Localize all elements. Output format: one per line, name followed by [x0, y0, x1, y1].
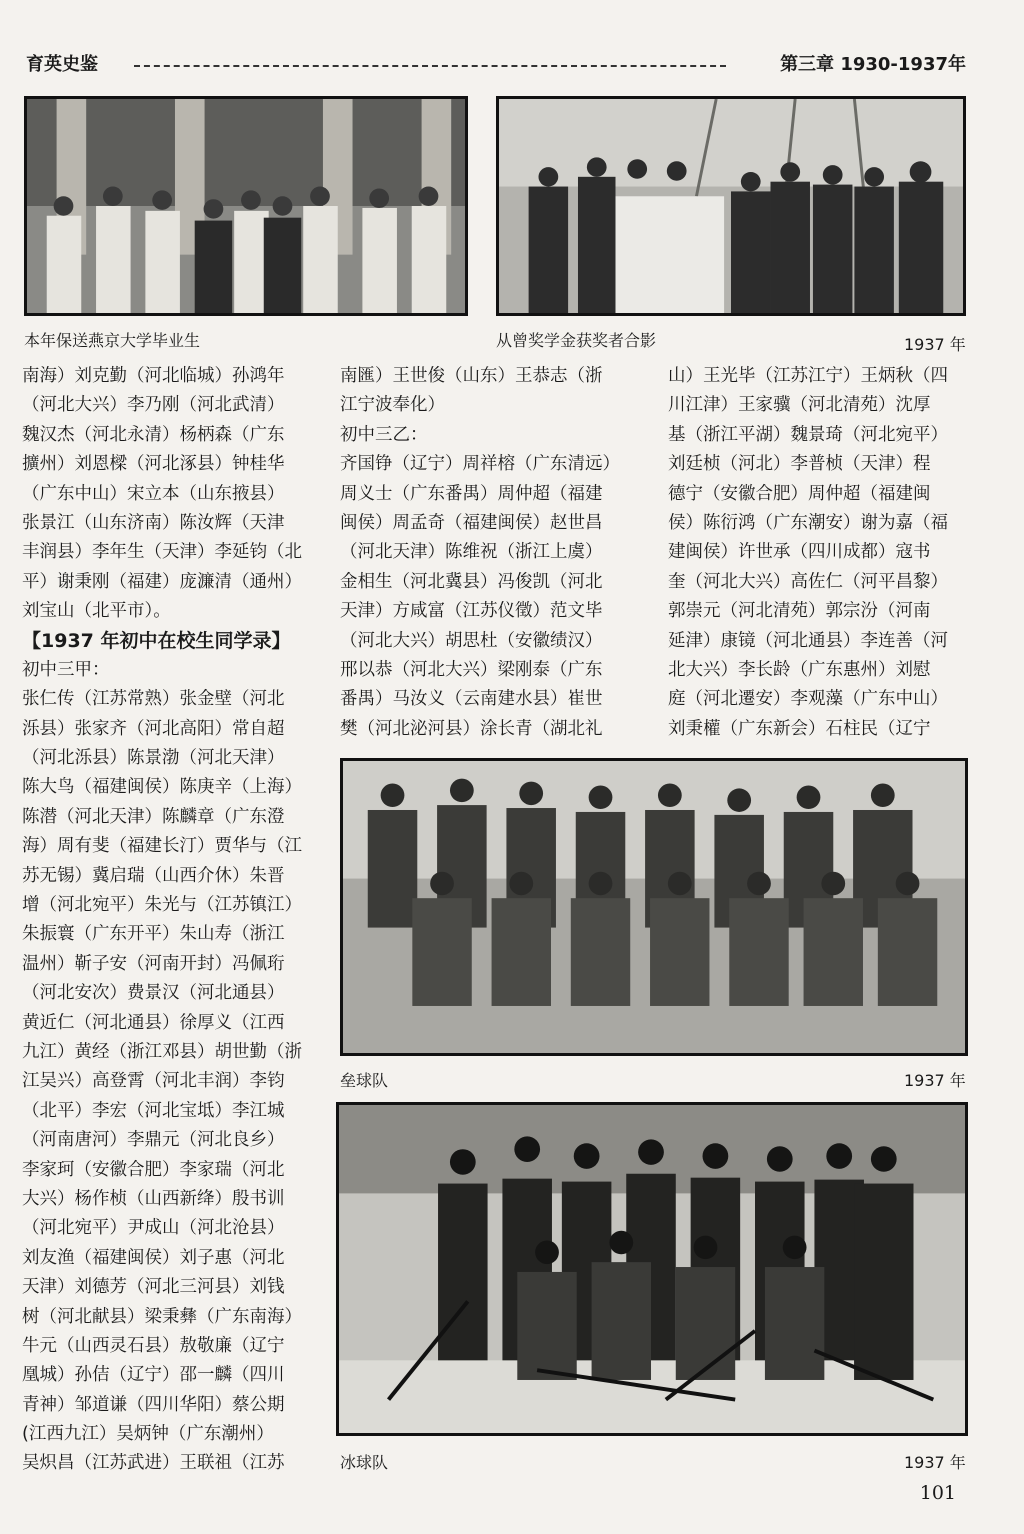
- section-heading: 【1937 年初中在校生同学录】: [22, 629, 291, 652]
- photo-ice-hockey-team: [336, 1102, 968, 1436]
- text-line: （河北宛平）尹成山（河北沧县）: [22, 1218, 285, 1239]
- chapter-title: 第三章 1930-1937年: [780, 54, 966, 75]
- text-line: 延津）康镜（河北通县）李连善（河: [668, 630, 948, 651]
- text-line: （北平）李宏（河北宝坻）李江城: [22, 1100, 285, 1121]
- photo-scholarship-winners: [496, 96, 966, 316]
- photo-yenching-graduates: [24, 96, 468, 316]
- text-column-3: [668, 362, 968, 744]
- text-line: 朱振寰（广东开平）朱山寿（浙江: [22, 924, 285, 945]
- text-line: （河北安次）费景汉（河北通县）: [22, 983, 285, 1004]
- text-line: 泺县）张家齐（河北高阳）常自超: [22, 718, 285, 739]
- text-line: 陈潜（河北天津）陈麟章（广东澄: [22, 806, 285, 827]
- caption-softball-team: 垒球队: [340, 1071, 389, 1090]
- text-line: 建闽侯）许世承（四川成都）寇书: [668, 542, 931, 563]
- text-line: 黄近仁（河北通县）徐厚义（江西: [22, 1012, 285, 1033]
- text-line: 齐国铮（辽宁）周祥榕（广东清远）: [340, 454, 620, 475]
- text-line: 江吴兴）高登霄（河北丰润）李钧: [22, 1071, 285, 1092]
- text-line: 江宁波奉化）: [340, 395, 445, 416]
- text-line: （河北大兴）李乃刚（河北武清）: [22, 395, 285, 416]
- text-line: (江西九江）吴炳钟（广东潮州）: [22, 1424, 274, 1445]
- col1-top-block: [22, 362, 322, 627]
- text-line: 德宁（安徽合肥）周仲超（福建闽: [668, 483, 931, 504]
- text-line: （广东中山）宋立本（山东掖县）: [22, 483, 285, 504]
- text-line: 郭崇元（河北清苑）郭宗汾（河南: [668, 601, 931, 622]
- text-line: 刘廷桢（河北）李普桢（天津）程: [668, 454, 931, 475]
- caption-year: 1937 年: [904, 335, 966, 354]
- text-line: 大兴）杨作桢（山西新绛）殷书训: [22, 1188, 285, 1209]
- text-line: 奎（河北大兴）高佐仁（河平昌黎）: [668, 571, 948, 592]
- running-header: [26, 46, 966, 80]
- text-line: 庭（河北遷安）李观藻（广东中山）: [668, 689, 948, 710]
- text-line: 牛元（山西灵石县）敖敬廉（辽宁: [22, 1335, 285, 1356]
- book-title: 育英史鉴: [26, 54, 98, 75]
- caption-scholarship-winners: 从曾奖学金获奖者合影: [496, 331, 657, 350]
- text-line: 吴炽昌（江苏武进）王联祖（江苏: [22, 1453, 285, 1474]
- text-column-2: [340, 362, 640, 744]
- text-line: 张景江（山东济南）陈汝辉（天津: [22, 512, 285, 533]
- caption-ice-hockey-team: 冰球队: [340, 1453, 389, 1472]
- text-line: 天津）刘德芳（河北三河县）刘钱: [22, 1277, 285, 1298]
- text-line: 邢以恭（河北大兴）梁刚泰（广东: [340, 659, 603, 680]
- text-line: 基（浙江平湖）魏景琦（河北宛平）: [668, 424, 948, 445]
- text-line: 川江津）王家骥（河北清苑）沈厚: [668, 395, 931, 416]
- text-line: 青神）邹道谦（四川华阳）蔡公期: [22, 1394, 285, 1415]
- text-line: 刘秉權（广东新会）石柱民（辽宁: [668, 718, 931, 739]
- text-line: 樊（河北泌河县）涂长青（湖北礼: [340, 718, 603, 739]
- caption-ice-hockey-year: 1937 年: [904, 1453, 966, 1472]
- text-line: （河南唐河）李鼎元（河北良乡）: [22, 1130, 285, 1151]
- text-line: 南匯）王世俊（山东）王恭志（浙: [340, 366, 603, 386]
- header-dashed-rule: [134, 65, 726, 67]
- photo-softball-team: [340, 758, 968, 1056]
- text-line: 侯）陈衍鸿（广东潮安）谢为嘉（福: [668, 512, 948, 533]
- text-line: 张仁传（江苏常熟）张金壁（河北: [22, 689, 285, 710]
- text-line: 山）王光毕（江苏江宁）王炳秋（四: [668, 366, 948, 386]
- text-line: 增（河北宛平）朱光与（江苏镇江）: [22, 895, 302, 916]
- text-line: 番禺）马汝义（云南建水县）崔世: [340, 689, 603, 710]
- text-line: 周义士（广东番禺）周仲超（福建: [340, 483, 603, 504]
- text-line: 魏汉杰（河北永清）杨柄森（广东: [22, 424, 285, 445]
- text-line: 海）周有斐（福建长汀）贾华与（江: [22, 836, 302, 857]
- caption-yenching-graduates: 本年保送燕京大学毕业生: [24, 331, 201, 350]
- col1-bottom-block: [22, 656, 322, 1479]
- text-line: 平）谢秉刚（福建）庞濂清（通州）: [22, 571, 302, 592]
- text-line: 初中三甲：: [22, 659, 110, 680]
- text-line: 刘宝山（北平市）。: [22, 601, 171, 622]
- text-line: 刘友渔（福建闽侯）刘子惠（河北: [22, 1247, 285, 1268]
- text-line: 北大兴）李长龄（广东惠州）刘慰: [668, 659, 931, 680]
- text-line: 树（河北献县）梁秉彝（广东南海）: [22, 1306, 302, 1327]
- text-line: 天津）方咸富（江苏仪徵）范文毕: [340, 601, 603, 622]
- text-line: （河北天津）陈维祝（浙江上虞）: [340, 542, 603, 563]
- text-column-1: [22, 362, 322, 1479]
- text-line: （河北大兴）胡思杜（安徽绩汉）: [340, 630, 603, 651]
- text-line: 初中三乙：: [340, 424, 428, 445]
- text-line: （河北泺县）陈景渤（河北天津）: [22, 748, 285, 769]
- text-line: 闽侯）周孟奇（福建闽侯）赵世昌: [340, 512, 603, 533]
- text-line: 南海）刘克勤（河北临城）孙鸿年: [22, 366, 285, 386]
- text-line: 李家珂（安徽合肥）李家瑞（河北: [22, 1159, 285, 1180]
- text-line: 温州）靳子安（河南开封）冯佩珩: [22, 953, 285, 974]
- text-line: 丰润县）李年生（天津）李延钧（北: [22, 542, 302, 563]
- text-line: 九江）黄经（浙江邓县）胡世勤（浙: [22, 1041, 302, 1062]
- text-line: 苏无锡）冀启瑞（山西介休）朱晋: [22, 865, 285, 886]
- text-line: 凰城）孙佶（辽宁）邵一麟（四川: [22, 1365, 285, 1386]
- text-line: 金相生（河北冀县）冯俊凯（河北: [340, 571, 603, 592]
- text-line: 陈大鸟（福建闽侯）陈庚辛（上海）: [22, 777, 302, 798]
- text-line: 擴州）刘恩樑（河北涿县）钟桂华: [22, 454, 285, 475]
- caption-softball-year: 1937 年: [904, 1071, 966, 1090]
- page-number: 101: [919, 1482, 956, 1504]
